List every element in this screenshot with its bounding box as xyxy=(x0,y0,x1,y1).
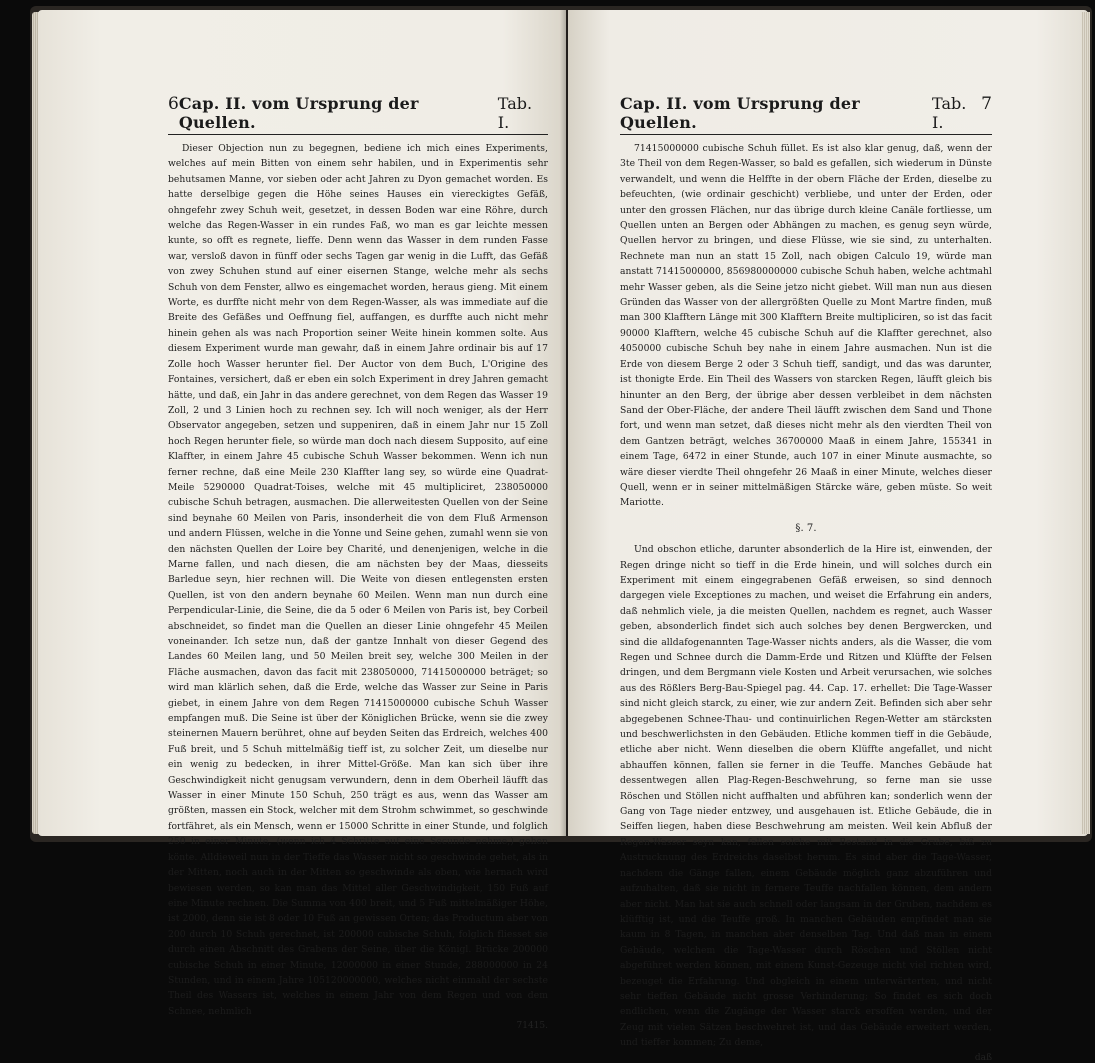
right-running-title: Cap. II. vom Ursprung der Quellen. xyxy=(620,94,860,132)
right-catchword: daß xyxy=(974,1052,992,1063)
left-tab-label: Tab. I. xyxy=(497,94,533,132)
right-folio: 7 xyxy=(981,94,992,114)
right-paragraph-after-section: Und obschon etliche, darunter absonderlich de la Hire ist, einwenden, der Regen dringe nicht so tieff in die Erde hinein, und will solches durch ein Experiment mit einem eingegrabenen Gefäß erweisen, so sind dennoch dargegen viele Exceptiones zu machen, und weiset die Erfahrung ein anders, daß nehmlich viele, ja die meisten Quellen, nachdem es regnet, auch Wasser geben, absonderlich findet sich auch solches bey denen Bergwercken, und sind die alldafogenannten Tage-Wasser nichts anders, als die Wasser, die vom Regen und Schnee durch die Damm-Erde und Ritzen und Klüffte der Felsen dringen, und dem Bergmann viele Kosten und Arbeit verursachen, wie solches aus des Rößlers Berg-Bau-Spiegel pag. 44. Cap. 17. erhellet: Die Tage-Wasser sind nicht gleich starck, zu einer, wie zur andern Zeit. Befinden sich aber sehr abgegebenen Schnee-Thau- und continuirlichen Regen-Wetter am stärcksten und beschwerlichsten in den Gebäuden. Etliche kommen tieff in die Gebäude, etliche aber nicht. Wenn dieselben die obern Klüffte angefallet, und nicht abhauffen können, fallen sie ferner in die Teuffe. Manches Gebäude hat dessentwegen allen Plag-Regen-Beschwehrung, so ferne man sie usse Röschen und Stöllen nicht auffhalten und abführen kan; sonderlich wenn der Gang von Tage nieder entzwey, und ausgehauen ist. Etliche Gebäude, die in Seiffen liegen, haben diese Beschwehrung am meisten. Weil kein Abfluß der Regen-Wasser seyn kan, fallen solche mit Bestand in die Grube, biß zu Austrucknung des Erdreichs daselbst herum. Es sind aber die Tage-Wasser, nachdem die Gänge fallen, einem Gebäude möglich ganz abzuführen und aufzuhalten, daß sie nicht in fernere Teuffe nachfallen können, dem andern aber nicht. Man hat sie auch schnell oder langsam in der Gruben, nachdem es klüfftig ist, und die Teuffe groß. In manchen Gebäuden empfindet man sie kaum in 8 Tagen, in manchen aber denselben Tag. Und daß man in einem Gebäude, welchem die Tage-Wasser durch Röschen und Stöllen nicht abgeführet werden können, mit einem Kunst-Gezeuge nicht viel richten wird, bezeuget die Erfahrung. Und obgleich in einem unterwärterten, und nicht sehr tieffen Gebäude nicht grosse Verhinderung; So findet es sich doch endlichen, wenn die Zugänge der Wasser starck ersoffen werden, und der Zeug mit vielen Sätzen beschwehret ist, und das Gebäude erweitert werden, und tieffer kommen; Zu deme, xyxy=(620,544,992,1049)
right-paragraph: 71415000000 cubische Schuh füllet. Es ist also klar genug, daß, wenn der 3te Theil von dem Regen-Wasser, so bald es gefallen, sich wiederum in Dünste verwandelt, und wenn die Helffte in der obern Fläche der Erden, dieselbe zu befeuchten, (wie ordinair geschicht) verbliebe, und unter der Erden, oder unter den grossen Flächen, nur das übrige durch kleine Canäle fortliesse, um Quellen unten an Bergen oder Abhängen zu machen, es genug seyn würde, Quellen hervor zu bringen, und diese Flüsse, wie sie sind, zu unterhalten. Rechnete man nun an statt 15 Zoll, nach obigen Calculo 19, würde man anstatt 71415000000, 856980000000 cubische Schuh haben, welche achtmahl mehr Wasser geben, als die Seine jetzo nicht giebet. Will man nun aus diesen Gründen das Wasser von der allergrößten Quelle zu Mont Martre finden, muß man 300 Klafftern Länge mit 300 Klafftern Breite multipliciren, so ist das facit 90000 Klafftern, welche 45 cubische Schuh auf die Klaffter gerechnet, also 4050000 cubische Schuh bey nahe in einem Jahre ausmachen. Nun ist die Erde von diesem Berge 2 oder 3 Schuh tieff, sandigt, und das was darunter, ist thonigte Erde. Ein Theil des Wassers von starcken Regen, läufft gleich bis hinunter an den Berg, der übrige aber dessen verbleibet in dem nächsten Sand der Ober-Fläche, der andere Theil läufft zwischen dem Sand und Thone fort, und wenn man setzet, daß dieses nicht mehr als den vierdten Theil von dem Gantzen beträgt, welches 36700000 Maaß in einem Jahre, 155341 in einem Tage, 6472 in einer Stunde, auch 107 in einer Minute ausmachte, so wäre dieser vierdte Theil ohngefehr 26 Maaß in einer Minute, welches dieser Quell, wenn er in seiner mittelmäßigen Stärcke wäre, geben müste. So weit Mariotte. xyxy=(620,143,992,509)
left-running-head xyxy=(168,94,548,135)
left-running-title: Cap. II. vom Ursprung der Quellen. xyxy=(178,94,419,132)
right-page-edges xyxy=(1082,12,1090,834)
right-body-text xyxy=(620,141,992,1051)
section-mark: §. 7. xyxy=(795,522,817,534)
right-tab-label: Tab. I. xyxy=(932,94,967,132)
left-page xyxy=(38,10,566,1032)
left-catchword: 71415. xyxy=(516,1021,548,1032)
left-body-text xyxy=(168,141,548,1019)
left-paragraph: Dieser Objection nun zu begegnen, bediene ich mich eines Experiments, welches auf mein Bitten von einem sehr habilen, und in Experimentis sehr behutsamen Manne, vor sieben oder acht Jahren zu Dyon gemachet worden. Es hatte derselbige gegen die Höhe seines Hauses ein viereckigtes Gefäß, ohngefehr zwey Schuh weit, gesetzet, in dessen Boden war eine Röhre, durch welche das Regen-Wasser in ein rundes Faß, wo man es gar leichte messen kunte, so offt es regnete, lieffe. Denn wenn das Wasser in dem runden Fasse war, versloß davon in fünff oder sechs Tagen gar wenig in die Lufft, das Gefäß von zwey Schuhen stund auf einer eisernen Stange, welche mehr als sechs Schuh von dem Fenster, allwo es eingemachet worden, heraus gieng. Mit einem Worte, es durffte nicht mehr von dem Regen-Wasser, als was immediate auf die Breite des Gefäßes und Oeffnung fiel, auffangen, es durffte auch nicht mehr hinein gehen als was nach Proportion seiner Weite hinein kommen solte. Aus diesem Experiment wurde man gewahr, daß in einem Jahre ordinair bis auf 17 Zolle hoch Wasser herunter fiel. Der Auctor von dem Buch, L'Origine des Fontaines, versichert, daß er eben ein solch Experiment in drey Jahren gemacht hätte, und daß, ein Jahr in das andere gerechnet, von dem Regen das Wasser 19 Zoll, 2 und 3 Linien hoch zu rechnen sey. Ich will noch weniger, als der Herr Observator angegeben, setzen und suppeniren, daß in einem Jahr nur 15 Zoll hoch Regen herunter fiele, so würde man doch nach diesem Supposito, auf eine Klaffter, in einem Jahre 45 cubische Schuh Wasser bekommen. Wenn ich nun ferner rechne, daß eine Meile 230 Klaffter lang sey, so würde eine Quadrat-Meile 5290000 Quadrat-Toises, welche mit 45 multipliciret, 238050000 cubische Schuh betragen, ausmachen. Die allerweitesten Quellen von der Seine sind beynahe 60 Meilen von Paris, insonderheit die von dem Fluß Armenson und andern Flüssen, welche in die Yonne und Seine gehen, zumahl wenn sie von den nächsten Quellen der Loire bey Charité, und denenjenigen, welche in die Marne fallen, und nach diesen, die am nächsten bey der Maas, diesseits Barledue seyn, hier rechnen will. Die Weite von diesen entlegensten ersten Quellen, ist von den andern beynahe 60 Meilen. Wenn man nun durch eine Perpendicular-Linie, die Seine, die da 5 oder 6 Meilen von Paris ist, bey Corbeil abschneidet, so findet man die Quellen an dieser Linie ohngefehr 45 Meilen voneinander. Ich setze nun, daß der gantze Innhalt von dieser Gegend des Landes 60 Meilen lang, und 50 Meilen breit sey, welche 300 Meilen in der Fläche ausmachen, davon das facit mit 238050000, 71415000000 beträget; so wird man klärlich sehen, daß die Erde, welche das Wasser zur Seine in Paris giebet, in einem Jahre von dem Regen 71415000000 cubische Schuh Wasser empfangen muß. Die Seine ist über der Königlichen Brücke, wenn sie die zwey steinernen Mauern berühret, ohne auf beyden Seiten das Erdreich, welches 400 Fuß breit, und 5 Schuh mittelmäßig tieff ist, zu solcher Zeit, um dieselbe nur ein wenig zu bedecken, in ihrer Mittel-Größe. Man kan sich über ihre Geschwindigkeit nicht genugsam verwundern, denn in dem Oberheil läufft das Wasser in einer Minute 150 Schuh, 250 trägt es aus, wenn das Wasser am größten, massen ein Stock, welcher mit dem Strohm schwimmet, so geschwinde fortfähret, als ein Mensch, wenn er 15000 Schritte in einer Stunde, und folglich 250 in einer Minute, (wenn ich 4 Schritte auf eine Secunde nehme,) gehen könte. Alldieweil nun in der Tieffe das Wasser nicht so geschwinde gehet, als in der Mitten, noch auch in der Mitten so geschwinde als oben, wie hernach wird bewiesen werden, so kan man das Mittel aller Geschwindigkeit, 150 Fuß auf eine Minute rechnen. Die Summa von 400 breit, und 5 Fuß mittelmäßiger Höhe, ist 2000, denn sie ist 8 oder 10 Fuß an gewissen Orten; das Productum aber von 200 durch 10 Schuh gerechnet, ist 200000 cubische Schuh, folglich fliesset sie durch einen Abschnitt des Grabens der Seine, über die Königl. Brücke 200000 cubische Schuh in einer Minute, 12000000 in einer Stunde, 288000000 in 24 Stunden, und in einem Jahre 105120000000, welches nicht einmahl der sechste Theil des Wassers ist, welches in einem Jahr von dem Regen und von dem Schnee, nehmlich xyxy=(168,143,548,1017)
right-page xyxy=(568,10,1088,1063)
right-running-head xyxy=(620,94,992,135)
left-folio: 6 xyxy=(168,94,179,114)
open-book xyxy=(30,6,1092,1063)
